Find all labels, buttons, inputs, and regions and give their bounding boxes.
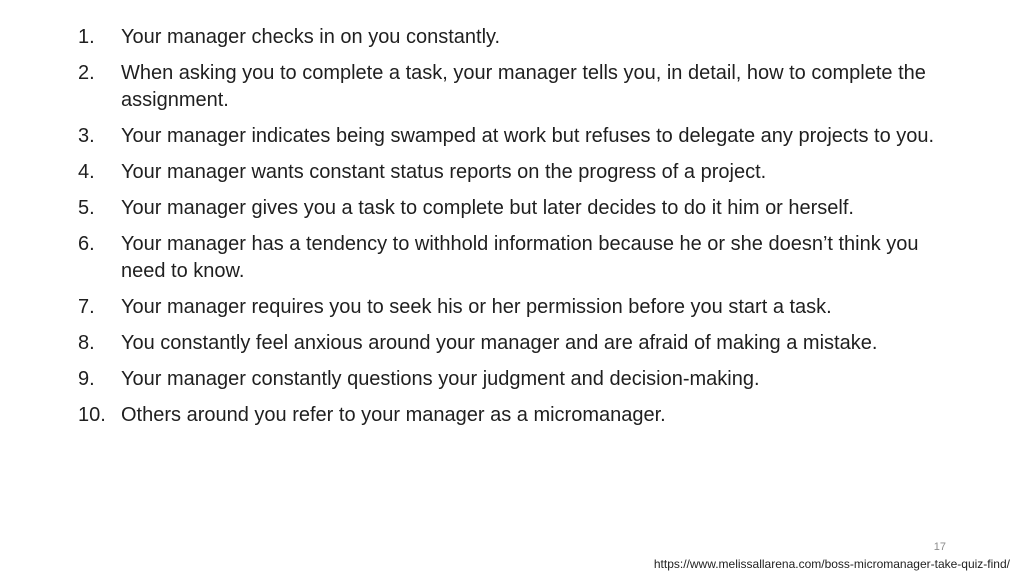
list-item-number: 1.: [78, 26, 95, 48]
source-url[interactable]: https://www.melissallarena.com/boss-micromanager-take-quiz-find/: [653, 557, 1010, 571]
list-item-text: Your manager wants constant status reports on the progress of a project.: [121, 161, 767, 183]
list-item-text: Others around you refer to your manager as a micromanager.: [121, 404, 666, 426]
list-item-text: Your manager constantly questions your judgment and decision-making.: [121, 368, 760, 390]
list-item-number: 5.: [78, 197, 95, 219]
list-item-number: 10.: [78, 404, 106, 426]
list-item: [78, 330, 938, 357]
list-item: [78, 195, 938, 222]
list-item-number: 8.: [78, 332, 95, 354]
list-item-number: 6.: [78, 233, 95, 255]
list-item: [78, 231, 938, 285]
page-number: 17: [933, 541, 946, 553]
list-item: [78, 60, 938, 114]
list-item: [78, 366, 938, 393]
list-item-text: Your manager gives you a task to complete but later decides to do it him or herself.: [121, 197, 854, 219]
list-item: [78, 24, 938, 51]
list-item-number: 4.: [78, 161, 95, 183]
list-item-text: When asking you to complete a task, your manager tells you, in detail, how to complete the assignment.: [121, 62, 926, 111]
list-item: [78, 123, 938, 150]
list-item-text: You constantly feel anxious around your manager and are afraid of making a mistake.: [121, 332, 878, 354]
numbered-list: [78, 24, 938, 438]
list-item-text: Your manager indicates being swamped at work but refuses to delegate any projects to you.: [121, 125, 935, 147]
list-item: [78, 159, 938, 186]
list-item-text: Your manager requires you to seek his or her permission before you start a task.: [121, 296, 832, 318]
list-item-number: 9.: [78, 368, 95, 390]
list-item-text: Your manager has a tendency to withhold information because he or she doesn’t think you need to know.: [121, 233, 919, 282]
list-item-text: Your manager checks in on you constantly.: [121, 26, 501, 48]
list-item: [78, 402, 938, 429]
list-item-number: 7.: [78, 296, 95, 318]
list-item-number: 3.: [78, 125, 95, 147]
list-item-number: 2.: [78, 62, 95, 84]
list-item: [78, 294, 938, 321]
